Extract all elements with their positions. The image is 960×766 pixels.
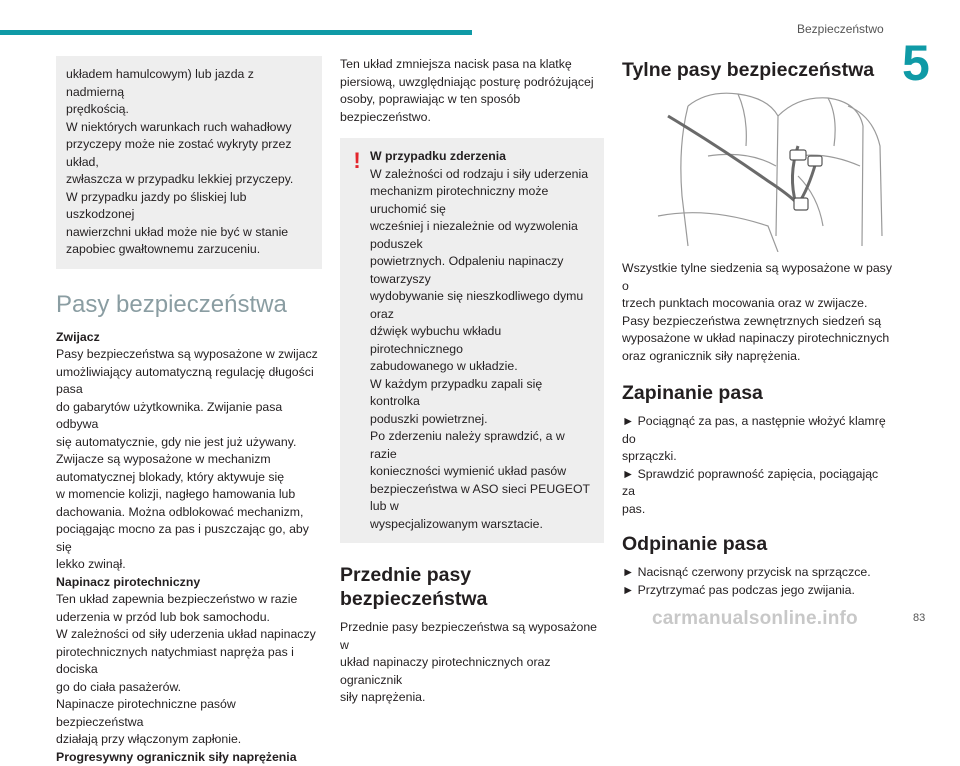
column-middle — [340, 56, 604, 707]
text-line: wyspecjalizowanym warsztacie. — [370, 516, 594, 534]
text-line: osoby, poprawiając w ten sposób bezpieczeństwo. — [340, 91, 604, 126]
text-line: Napinacz pirotechniczny — [56, 574, 322, 592]
warning-title: W przypadku zderzenia — [370, 148, 594, 166]
text-line: mechanizm pirotechniczny może uruchomić się — [370, 183, 594, 218]
text-line: lekko zwinął. — [56, 556, 322, 574]
text-line: automatycznej blokady, który aktywuje się — [56, 469, 322, 487]
text-line: ► Pociągnąć za pas, a następnie włożyć klamrę do — [622, 413, 892, 448]
heading-rear-belts: Tylne pasy bezpieczeństwa — [622, 58, 892, 82]
text-line: się automatycznie, gdy nie jest już używany. — [56, 434, 322, 452]
text-line: nawierzchni układ może nie być w stanie — [66, 224, 312, 242]
column-right-text — [622, 260, 892, 599]
text-line: przyczepy może nie zostać wykryty przez układ, — [66, 136, 312, 171]
text-line: działają przy włączonym zapłonie. — [56, 731, 322, 749]
text-line: oraz ogranicznik siły naprężenia. — [622, 348, 892, 366]
rear-belts-text — [622, 260, 892, 365]
text-line: W każdym przypadku zapali się kontrolka — [370, 376, 594, 411]
limiter-intro — [340, 56, 604, 126]
page-number: 83 — [913, 612, 925, 624]
text-line: w momencie kolizji, nagłego hamowania lub — [56, 486, 322, 504]
text-line: Wszystkie tylne siedzenia są wyposażone w pasy o — [622, 260, 892, 295]
text-line: ► Sprawdzić poprawność zapięcia, pociągając za — [622, 466, 892, 501]
text-line: układ napinaczy pirotechnicznych oraz ogranicznik — [340, 654, 604, 689]
seat-belts-body — [56, 329, 322, 766]
text-line: Przednie pasy bezpieczeństwa są wyposażone w — [340, 619, 604, 654]
warning-box — [340, 138, 604, 543]
text-line: go do ciała pasażerów. — [56, 679, 322, 697]
text-line: Napinacze pirotechniczne pasów bezpieczeństwa — [56, 696, 322, 731]
warning-icon: ! — [350, 150, 364, 172]
text-line: prędkością. — [66, 101, 312, 119]
text-line: siły naprężenia. — [340, 689, 604, 707]
text-line: uderzenia w przód lub bok samochodu. — [56, 609, 322, 627]
front-belts-text — [340, 619, 604, 707]
text-line: do gabarytów użytkownika. Zwijanie pasa odbywa — [56, 399, 322, 434]
text-line: trzech punktach mocowania oraz w zwijacze. — [622, 295, 892, 313]
text-line: Po zderzeniu należy sprawdzić, a w razie — [370, 428, 594, 463]
text-line: poduszki powietrznej. — [370, 411, 594, 429]
text-line: zapobiec gwałtownemu zarzuceniu. — [66, 241, 312, 259]
text-line: sprzączki. — [622, 448, 892, 466]
text-line: ► Przytrzymać pas podczas jego zwijania. — [622, 582, 892, 600]
column-left — [56, 56, 322, 766]
text-line: zwłaszcza w przypadku lekkiej przyczepy. — [66, 171, 312, 189]
text-line: powietrznych. Odpaleniu napinaczy towarzyszy — [370, 253, 594, 288]
text-line: W zależności od siły uderzenia układ napinaczy — [56, 626, 322, 644]
text-line: ► Nacisnąć czerwony przycisk na sprzączce. — [622, 564, 892, 582]
fastening-steps — [622, 413, 892, 518]
text-line: Ten układ zapewnia bezpieczeństwo w razie — [56, 591, 322, 609]
text-line: wydobywanie się nieszkodliwego dymu oraz — [370, 288, 594, 323]
continued-note-box — [56, 56, 322, 269]
heading-seat-belts: Pasy bezpieczeństwa — [56, 291, 322, 319]
unfastening-steps — [622, 564, 892, 599]
text-line: Zwijacz — [56, 329, 322, 347]
text-line: Pasy bezpieczeństwa są wyposażone w zwijacz — [56, 346, 322, 364]
heading-fastening: Zapinanie pasa — [622, 381, 892, 405]
text-line: pirotechnicznych natychmiast napręża pas i dociska — [56, 644, 322, 679]
text-line: wcześniej i niezależnie od wyzwolenia poduszek — [370, 218, 594, 253]
text-line: wyposażone w układ napinaczy pirotechnicznych — [622, 330, 892, 348]
column-right — [622, 56, 892, 82]
rear-seat-belt-illustration — [648, 86, 888, 252]
text-line: pas. — [622, 501, 892, 519]
text-line: dźwięk wybuchu wkładu pirotechnicznego — [370, 323, 594, 358]
text-line: Zwijacze są wyposażone w mechanizm — [56, 451, 322, 469]
heading-unfastening: Odpinanie pasa — [622, 532, 892, 556]
text-line: dachowania. Można odblokować mechanizm, — [56, 504, 322, 522]
text-line: Ten układ zmniejsza nacisk pasa na klatkę — [340, 56, 604, 74]
text-line: konieczności wymienić układ pasów — [370, 463, 594, 481]
watermark: carmanualsonline.info — [652, 608, 858, 630]
warning-text — [370, 166, 594, 534]
heading-front-belts: Przednie pasy bezpieczeństwa — [340, 563, 604, 611]
chapter-number: 5 — [902, 38, 930, 88]
text-line: piersiową, uwzględniając posturę podróżującej — [340, 74, 604, 92]
text-line: pociągając mocno za pas i puszczając go, aby się — [56, 521, 322, 556]
text-line: Progresywny ogranicznik siły naprężenia — [56, 749, 322, 766]
header-accent-line — [0, 30, 472, 35]
text-line: W niektórych warunkach ruch wahadłowy — [66, 119, 312, 137]
text-line: umożliwiający automatyczną regulację długości pasa — [56, 364, 322, 399]
text-line: W zależności od rodzaju i siły uderzenia — [370, 166, 594, 184]
section-title: Bezpieczeństwo — [797, 22, 884, 36]
text-line: W przypadku jazdy po śliskiej lub uszkodzonej — [66, 189, 312, 224]
text-line: Pasy bezpieczeństwa zewnętrznych siedzeń są — [622, 313, 892, 331]
text-line: bezpieczeństwa w ASO sieci PEUGEOT lub w — [370, 481, 594, 516]
box-text — [66, 66, 312, 259]
text-line: zabudowanego w układzie. — [370, 358, 594, 376]
text-line: układem hamulcowym) lub jazda z nadmierną — [66, 66, 312, 101]
